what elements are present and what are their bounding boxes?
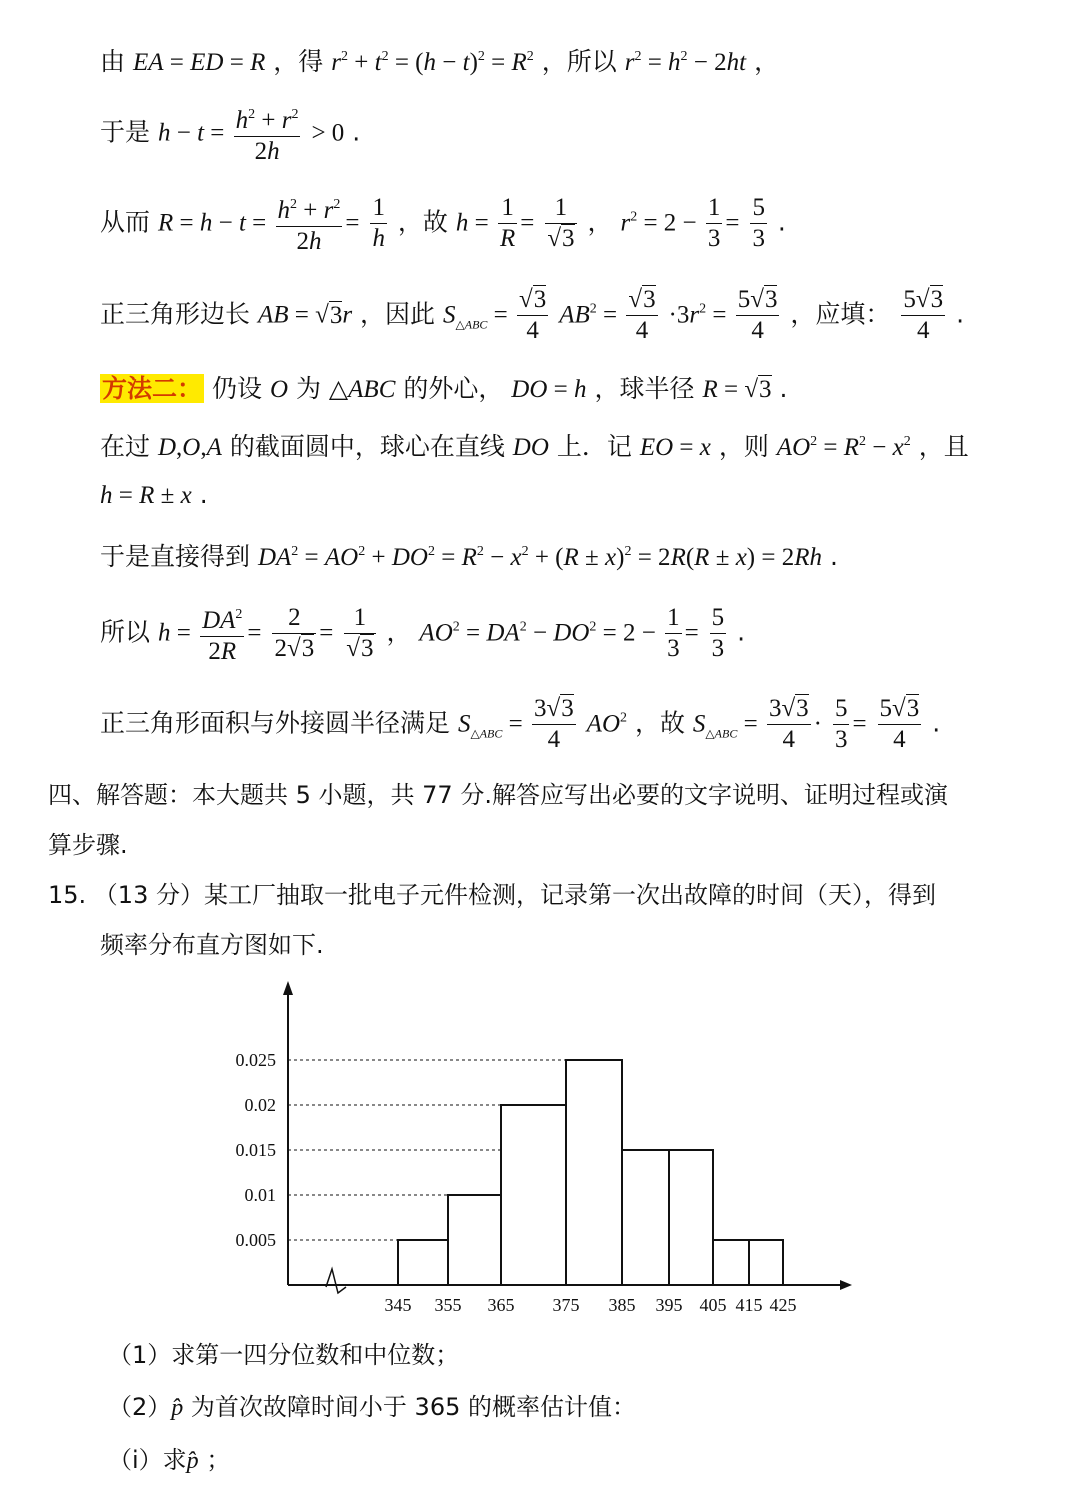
text: . bbox=[737, 617, 746, 647]
text: . bbox=[199, 480, 208, 509]
histogram-bar bbox=[398, 1240, 448, 1285]
text: 上．记 bbox=[556, 432, 632, 461]
text: 为首次故障时间小于 365 的概率估计值： bbox=[190, 1393, 636, 1421]
text: 所以 bbox=[100, 617, 151, 647]
eq-line-9: 所以 h = $\frac{DA^2}{2R}$ = $\frac{2}{2√3}$ = $\frac{1}{√3}$ ， $AO^2 = DA^2 - DO^2 = 2$ − $\frac{1}{3}$ = $\frac{5}{3}$ . bbox=[100, 600, 745, 667]
text: ，故 bbox=[634, 708, 685, 738]
text: ，则 bbox=[718, 432, 769, 461]
y-axis-arrow bbox=[283, 981, 293, 995]
sub-question-1: （1）求第一四分位数和中位数； bbox=[108, 1341, 460, 1369]
text: 为 bbox=[295, 374, 321, 403]
y-tick-label: 0.015 bbox=[235, 1140, 276, 1160]
text: . bbox=[829, 542, 838, 571]
section-heading-cont: 算步骤. bbox=[48, 831, 128, 859]
histogram-bar bbox=[622, 1150, 669, 1285]
x-tick-label: 365 bbox=[487, 1295, 515, 1315]
sub-question-2: （2）p̂ 为首次故障时间小于 365 的概率估计值： bbox=[108, 1393, 636, 1421]
text: （2） bbox=[108, 1393, 172, 1421]
text: . bbox=[352, 117, 361, 147]
x-tick-label: 425 bbox=[769, 1295, 797, 1315]
text: ； bbox=[206, 1446, 231, 1474]
x-axis-arrow bbox=[840, 1280, 852, 1290]
question-15-cont: 频率分布直方图如下. bbox=[100, 931, 324, 959]
histogram-bar bbox=[669, 1150, 713, 1285]
axis-break bbox=[326, 1269, 346, 1293]
histogram-bar bbox=[749, 1240, 783, 1285]
y-tick-label: 0.01 bbox=[244, 1185, 276, 1205]
frequency-histogram bbox=[200, 975, 860, 1320]
text: 仍设 bbox=[211, 374, 262, 403]
x-tick-label: 385 bbox=[608, 1295, 636, 1315]
eq-line-4: 正三角形边长 AB = √3r ，因此 $S_{\triangle ABC}$ = $\frac{√3}{4}$ $AB^2$ = $\frac{√3}{4}$ $\cdot 3r^2$ = $\frac{5√3}{4}$ ，应填： $\frac{5√3}{4}$ . bbox=[100, 286, 965, 344]
eq-line-7: h = R ± x . bbox=[100, 480, 208, 509]
text: ，故 bbox=[397, 207, 448, 237]
text: ，应填： bbox=[790, 299, 891, 329]
text: . bbox=[956, 299, 965, 329]
eq-line-6: 在过 D,O,A 的截面圆中，球心在直线 DO 上．记 EO = x ，则 $AO^2 = R^2 - x^2$ ，且 bbox=[100, 432, 969, 461]
text: 于是 bbox=[100, 117, 151, 147]
text: 从而 bbox=[100, 207, 151, 237]
section-heading: 四、解答题：本大题共 5 小题，共 77 分.解答应写出必要的文字说明、证明过程或演 bbox=[48, 781, 948, 809]
x-tick-label: 345 bbox=[384, 1295, 412, 1315]
eq-line-8: 于是直接得到 $DA^2 = AO^2 + DO^2 = R^2 - x^2 + (R \pm x)^2 = 2R(R \pm x) = 2Rh$ . bbox=[100, 542, 838, 571]
text: ， bbox=[587, 207, 613, 237]
text: 的外心， bbox=[403, 374, 504, 403]
text: ，得 bbox=[273, 47, 324, 76]
text: ， bbox=[386, 617, 412, 647]
eq-line-10: 正三角形面积与外接圆半径满足 $S_{\triangle ABC}$ = $\frac{3√3}{4}$ $AO^2$ ，故 $S_{\triangle ABC}$ = $\frac{3√3}{4}$ · $\frac{5}{3}$ = $\frac{5√3}{4}$ . bbox=[100, 695, 941, 753]
histogram-bar bbox=[448, 1195, 501, 1285]
histogram-bar bbox=[566, 1060, 622, 1285]
text: ，球半径 bbox=[594, 374, 695, 403]
text: . bbox=[777, 207, 786, 237]
text: ， bbox=[754, 47, 780, 76]
eq-line-3: 从而 R = h − t = $\frac{h^2 + r^2}{2h}$ = $\frac{1}{h}$ ，故 h = $\frac{1}{R}$ = $\frac{1}{√3}$ ， $r^2 = 2$ − $\frac{1}{3}$ = $\frac{5}{3}$ . bbox=[100, 190, 786, 257]
x-tick-label: 355 bbox=[434, 1295, 462, 1315]
text: 正三角形面积与外接圆半径满足 bbox=[100, 708, 451, 738]
y-tick-label: 0.025 bbox=[235, 1050, 276, 1070]
x-tick-label: 375 bbox=[552, 1295, 580, 1315]
x-tick-label: 415 bbox=[735, 1295, 763, 1315]
y-tick-label: 0.02 bbox=[244, 1095, 276, 1115]
histogram-bar bbox=[501, 1105, 566, 1285]
eq-line-2: 于是 h − t = $\frac{h^2 + r^2}{2h}$ > 0 . bbox=[100, 100, 360, 167]
text: 在过 bbox=[100, 432, 151, 461]
text: . bbox=[932, 708, 941, 738]
text: （i）求 bbox=[108, 1446, 187, 1474]
text: 于是直接得到 bbox=[100, 542, 251, 571]
text: 正三角形边长 bbox=[100, 299, 251, 329]
text: 的截面圆中，球心在直线 bbox=[229, 432, 505, 461]
y-tick-label: 0.005 bbox=[235, 1230, 276, 1250]
text: . bbox=[779, 374, 788, 403]
x-tick-label: 405 bbox=[699, 1295, 727, 1315]
method-two-tag: 方法二： bbox=[102, 374, 203, 403]
text: ，因此 bbox=[360, 299, 436, 329]
histogram-bar bbox=[713, 1240, 749, 1285]
sub-question-2-i: （i）求p̂ ； bbox=[108, 1446, 231, 1474]
text: 由 bbox=[100, 47, 126, 76]
eq-line-1: 由 EA = ED = R ，得 $r^2 + t^2 = (h - t)^2 = R^2$ ，所以 $r^2 = h^2 - 2ht$ ， bbox=[100, 47, 780, 76]
text: ，所以 bbox=[541, 47, 617, 76]
text: ，且 bbox=[918, 432, 969, 461]
question-15: 15. （13 分）某工厂抽取一批电子元件检测，记录第一次出故障的时间（天），得到 bbox=[48, 881, 936, 909]
eq-line-5: 方法二： 仍设 O 为 △ABC 的外心， DO = h ，球半径 R = √3 . bbox=[102, 374, 788, 403]
x-tick-label: 395 bbox=[655, 1295, 683, 1315]
